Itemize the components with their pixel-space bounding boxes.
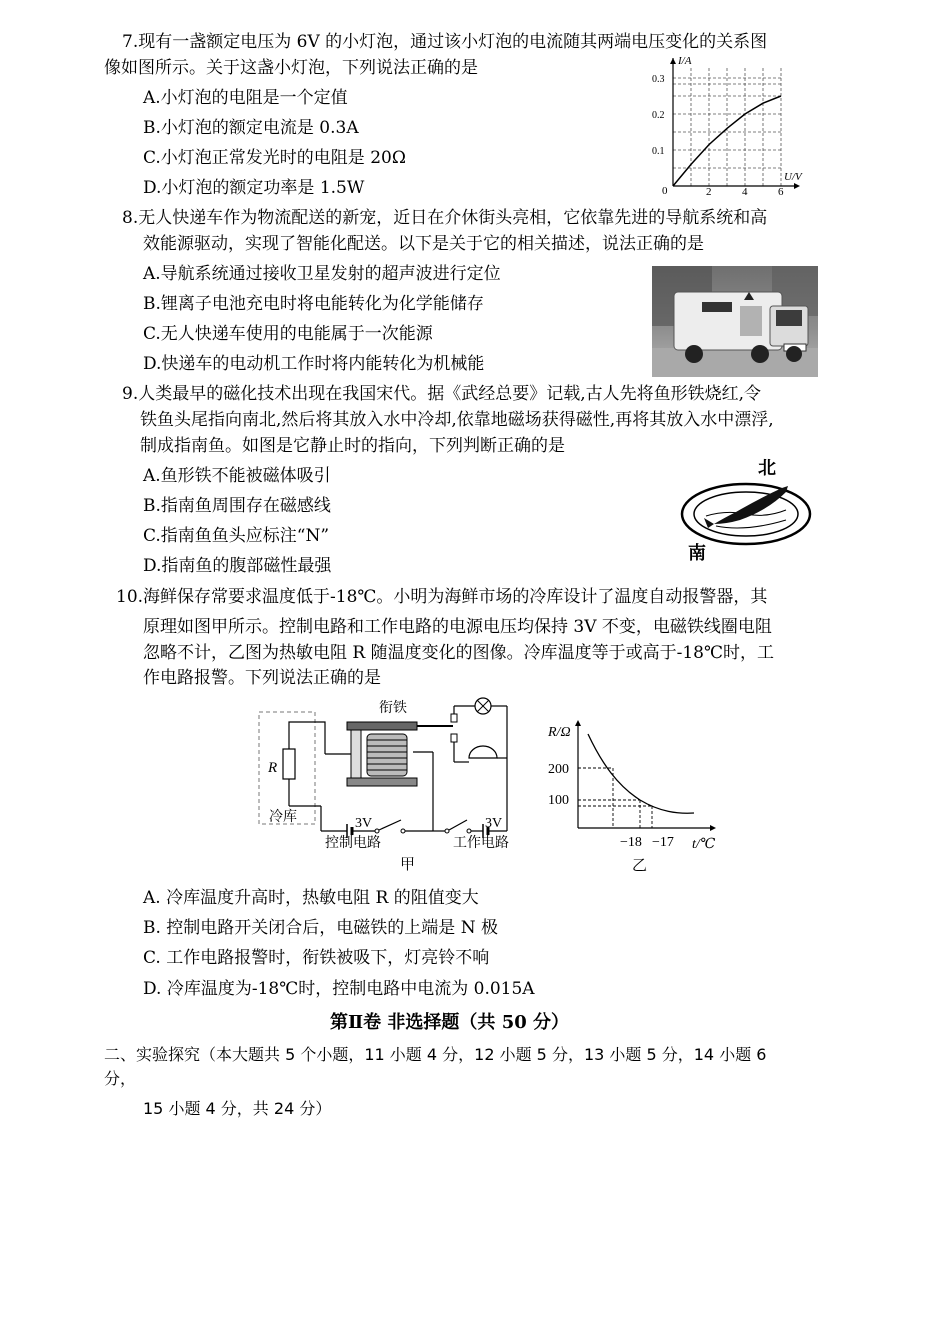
thermistor-graph-yi — [540, 716, 730, 878]
coldroom-label: 冷库 — [269, 810, 297, 825]
q9-option-a: A.鱼形铁不能被磁体吸引 — [143, 466, 331, 486]
control-voltage-label: 3V — [355, 816, 373, 831]
q10-stem-line2: 原理如图甲所示。控制电路和工作电路的电源电压均保持 3V 不变，电磁铁线圈电阻 — [143, 617, 772, 637]
figure-jia-caption: 甲 — [400, 857, 416, 873]
work-switch — [449, 820, 467, 830]
q7-ytick-0.2: 0.2 — [652, 110, 665, 121]
yi-xtick-17: −17 — [652, 835, 674, 850]
q7-stem-line2: 像如图所示。关于这盏小灯泡，下列说法正确的是 — [104, 58, 478, 78]
q10-stem-line1: 10.海鲜保存常要求温度低于-18℃。小明为海鲜市场的冷库设计了温度自动报警器，其 — [116, 587, 768, 607]
work-circuit-label: 工作电路 — [453, 836, 509, 851]
section2-heading-line2: 分， — [104, 1069, 137, 1088]
q7-option-d: D.小灯泡的额定功率是 1.5W — [143, 178, 365, 198]
q7-iu-graph — [648, 52, 818, 198]
work-voltage-label: 3V — [485, 816, 503, 831]
armature — [347, 722, 417, 730]
q9-option-d: D.指南鱼的腹部磁性最强 — [143, 556, 332, 576]
part2-title: 第Ⅱ卷 非选择题（共 50 分） — [330, 1012, 570, 1033]
resistor-label: R — [268, 760, 278, 776]
alarm-bell — [469, 746, 497, 758]
armature-label: 衔铁 — [379, 701, 407, 716]
control-switch — [379, 820, 401, 830]
q7-xtick-2: 2 — [706, 186, 712, 198]
alarm-circuit-diagram-jia — [255, 694, 530, 876]
q7-option-c: C.小灯泡正常发光时的电阻是 20Ω — [143, 148, 406, 168]
section2-heading-line3: 15 小题 4 分，共 24 分） — [143, 1099, 332, 1118]
north-label: 北 — [758, 458, 776, 478]
south-pointing-fish-figure — [676, 452, 826, 564]
q8-stem-line1: 8.无人快递车作为物流配送的新宠，近日在介休街头亮相，它依靠先进的导航系统和高 — [122, 208, 768, 228]
q7-grid — [673, 68, 781, 186]
q10-option-d: D. 冷库温度为-18℃时，控制电路中电流为 0.015A — [143, 979, 535, 999]
q7-xtick-4: 4 — [742, 186, 748, 198]
q7-ytick-0.3: 0.3 — [652, 74, 665, 85]
yi-ytick-200: 200 — [548, 762, 569, 777]
q7-xtick-6: 6 — [778, 186, 784, 198]
q9-stem-line1: 9.人类最早的磁化技术出现在我国宋代。据《武经总要》记载,古人先将鱼形铁烧红,令 — [122, 384, 762, 404]
south-label: 南 — [688, 543, 706, 563]
q10-stem-line4: 作电路报警。下列说法正确的是 — [143, 668, 381, 688]
q8-option-a: A.导航系统通过接收卫星发射的超声波进行定位 — [143, 264, 501, 284]
q8-option-b: B.锂离子电池充电时将电能转化为化学能储存 — [143, 294, 484, 314]
q7-x-label: U/V — [784, 171, 802, 183]
q7-stem-line1: 7.现有一盏额定电压为 6V 的小灯泡，通过该小灯泡的电流随其两端电压变化的关系图 — [122, 32, 768, 52]
q7-option-b: B.小灯泡的额定电流是 0.3A — [143, 118, 359, 138]
thermistor-r — [283, 749, 295, 779]
q8-stem-line2: 效能源驱动，实现了智能化配送。以下是关于它的相关描述，说法正确的是 — [143, 234, 704, 254]
q10-stem-line3: 忽略不计，乙图为热敏电阻 R 随温度变化的图像。冷库温度等于或高于-18℃时，工 — [143, 643, 774, 663]
q7-option-a: A.小灯泡的电阻是一个定值 — [143, 88, 348, 108]
q9-option-b: B.指南鱼周围存在磁感线 — [143, 496, 331, 516]
q9-stem-line3: 制成指南鱼。如图是它静止时的指向，下列判断正确的是 — [140, 436, 565, 456]
q9-stem-line2: 铁鱼头尾指向南北,然后将其放入水中冷却,依靠地磁场获得磁性,再将其放入水中漂浮, — [140, 410, 774, 430]
yi-y-label: R/Ω — [548, 725, 571, 740]
q7-y-label: I/A — [678, 55, 692, 67]
q8-option-d: D.快递车的电动机工作时将内能转化为机械能 — [143, 354, 485, 374]
yi-ytick-100: 100 — [548, 793, 569, 808]
q10-option-a: A. 冷库温度升高时，热敏电阻 R 的阻值变大 — [143, 888, 479, 908]
control-circuit-label: 控制电路 — [325, 836, 381, 851]
q10-option-c: C. 工作电路报警时，衔铁被吸下，灯亮铃不响 — [143, 948, 490, 968]
q8-option-c: C.无人快递车使用的电能属于一次能源 — [143, 324, 433, 344]
section2-heading-line1: 二、实验探究（本大题共 5 个小题，11 小题 4 分，12 小题 5 分，13 小题 5 分，14 小题 6 — [104, 1045, 767, 1064]
yi-x-label: t/℃ — [692, 837, 716, 852]
q9-option-c: C.指南鱼鱼头应标注“N” — [143, 526, 330, 546]
figure-yi-caption: 乙 — [632, 858, 648, 874]
delivery-vehicle-photo — [652, 266, 818, 377]
q7-origin: 0 — [662, 185, 668, 197]
q10-option-b: B. 控制电路开关闭合后，电磁铁的上端是 N 极 — [143, 918, 498, 938]
q7-ytick-0.1: 0.1 — [652, 146, 665, 157]
yi-xtick-18: −18 — [620, 835, 642, 850]
yi-resistance-curve — [588, 734, 694, 813]
